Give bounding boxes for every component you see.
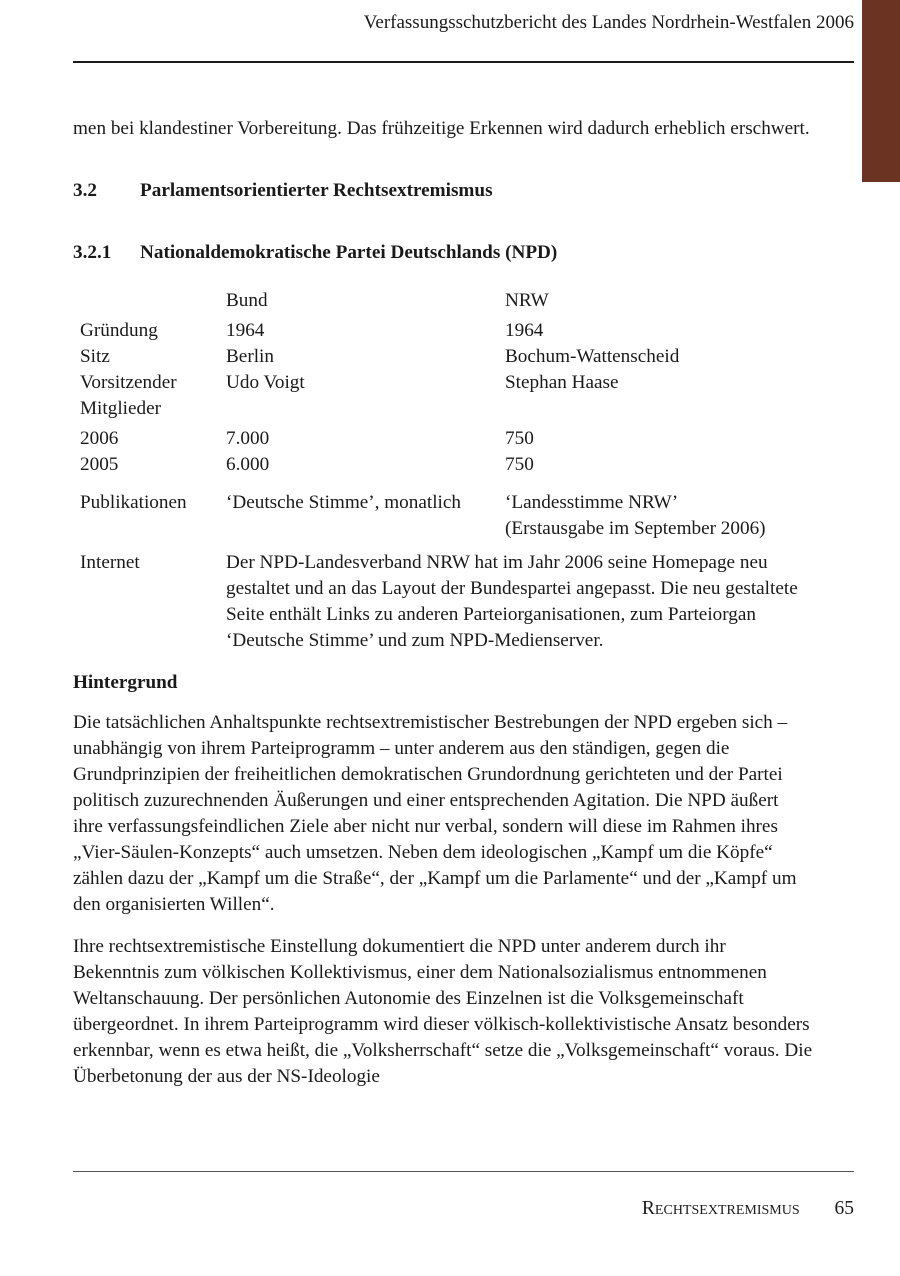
nrw-publication-note: (Erstausgabe im September 2006): [505, 518, 766, 539]
facts-label: Internet: [80, 552, 140, 573]
facts-row-2006: [73, 426, 813, 452]
footer-rule: [73, 1171, 854, 1172]
subsection-heading: [73, 240, 813, 266]
footer-section-name: Rechtsextremismus: [641, 1198, 800, 1219]
subsection-number: 3.2.1: [73, 242, 112, 263]
facts-row-mitglieder: [73, 396, 813, 422]
background-paragraph: Ihre rechtsextremistische Einstellung dokumentiert die NPD unter anderem durch ihr Bekenntnis zum völkischen Kollektivismus, einer dem Nationalsozialismus entnommenen Weltanschauung. Der persönlichen Autonomie des Einzelnen ist die Volksgemeinschaft übergeordnet. In ihrem Parteiprogramm wird dieser völkisch-kollektivistische Ansatz besonders erkennbar, wenn es etwa heißt, die „Volksherrschaft“ setze die „Volksgemeinschaft“ voraus. Die Überbetonung der aus der NS-Ideologie: [73, 936, 813, 1087]
facts-nrw-value: Bochum-Wattenscheid: [505, 346, 680, 367]
page-body: [73, 116, 813, 1090]
facts-row-gruendung: [73, 318, 813, 344]
page-footer: [642, 1198, 854, 1220]
intro-paragraph: men bei klandestiner Vorbereitung. Das frühzeitige Erkennen wird dadurch erheblich erschwert.: [73, 118, 810, 139]
facts-bund-value: 1964: [226, 320, 265, 341]
facts-label: 2005: [80, 454, 119, 475]
facts-row-sitz: [73, 344, 813, 370]
facts-bund-value: ‘Deutsche Stimme’, monatlich: [226, 492, 461, 513]
facts-label: 2006: [80, 428, 119, 449]
facts-label: Mitglieder: [80, 398, 161, 419]
facts-bund-value: 6.000: [226, 454, 270, 475]
col-header-bund: Bund: [226, 290, 268, 311]
facts-row-internet: [73, 550, 813, 654]
col-header-empty: [73, 288, 226, 314]
facts-row-publikationen: [73, 490, 813, 542]
facts-nrw-value: Stephan Haase: [505, 372, 619, 393]
facts-label: Gründung: [80, 320, 158, 341]
page-number: 65: [834, 1198, 854, 1219]
background-heading: Hintergrund: [73, 672, 178, 693]
facts-bund-value: 7.000: [226, 428, 270, 449]
facts-nrw-value: 1964: [505, 320, 544, 341]
facts-bund-value: Udo Voigt: [226, 372, 305, 393]
chapter-tab: [862, 0, 900, 182]
background-paragraph: Die tatsächlichen Anhaltspunkte rechtsextremistischer Bestrebungen der NPD ergeben sich – unabhängig von ihrem Parteiprogramm – unter anderem aus den ständigen, gegen die Grundprinzipien der freiheitlichen demokratischen Grundordnung gerichteten und der Partei politisch zuzurechnenden Äußerungen und einer entsprechenden Agitation. Die NPD äußert ihre verfassungsfeindlichen Ziele aber nicht nur verbal, sondern will diese im Rahmen ihres „Vier-Säulen-Konzepts“ auch umsetzen. Neben dem ideologischen „Kampf um die Köpfe“ zählen dazu der „Kampf um die Straße“, der „Kampf um die Parlamente“ und der „Kampf um den organisierten Willen“.: [73, 712, 797, 915]
facts-label: Vorsitzender: [80, 372, 177, 393]
facts-label: Publikationen: [80, 492, 187, 513]
facts-nrw-value: [505, 396, 813, 422]
facts-nrw-value: 750: [505, 428, 534, 449]
subsection-title: Nationaldemokratische Partei Deutschlands (NPD): [140, 242, 558, 263]
facts-header-row: [73, 288, 813, 314]
header-rule: [73, 61, 854, 63]
nrw-publication-title: ‘Landesstimme NRW’: [505, 492, 679, 513]
facts-nrw-value: 750: [505, 454, 534, 475]
facts-bund-value: Berlin: [226, 346, 274, 367]
facts-bund-value: [226, 396, 505, 422]
col-header-nrw: NRW: [505, 290, 549, 311]
facts-label: Sitz: [80, 346, 110, 367]
internet-description: Der NPD-Landesverband NRW hat im Jahr 2006 seine Homepage neu gestaltet und an das Layout der Bundespartei angepasst. Die neu gestaltete Seite enthält Links zu anderen Parteiorganisationen, zum Parteiorgan ‘Deutsche Stimme’ und zum NPD-Medienserver.: [226, 552, 798, 651]
section-heading: [73, 178, 813, 204]
facts-row-vorsitzender: [73, 370, 813, 396]
running-header: Verfassungsschutzbericht des Landes Nordrhein-Westfalen 2006: [363, 12, 854, 33]
facts-row-2005: [73, 452, 813, 478]
section-title: Parlamentsorientierter Rechtsextremismus: [140, 180, 493, 201]
section-number: 3.2: [73, 180, 97, 201]
facts-nrw-value: [505, 490, 813, 542]
party-facts-table: [73, 288, 813, 654]
